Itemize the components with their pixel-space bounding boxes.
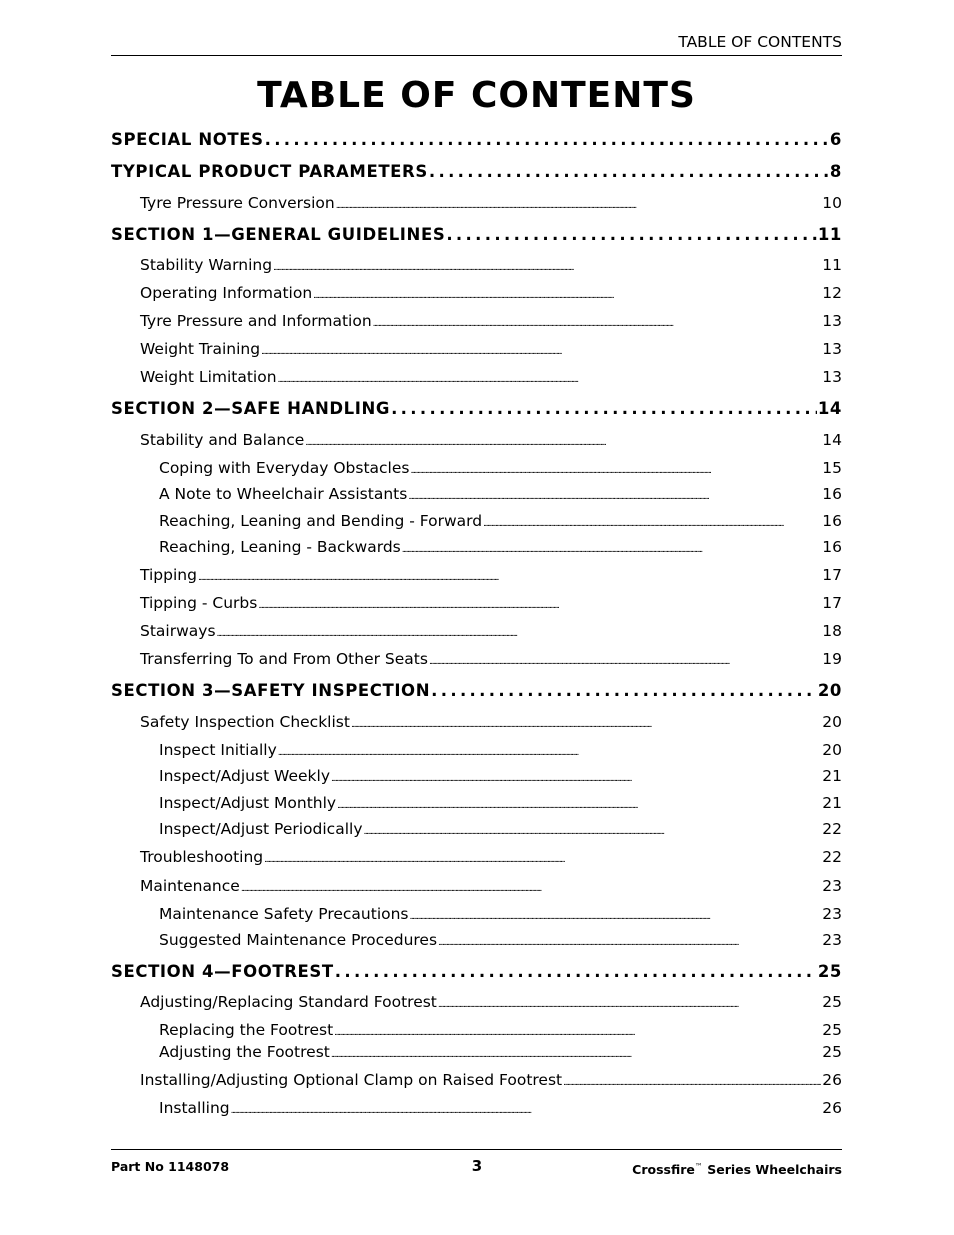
toc-entry-page: 23 [822,877,842,895]
header-rule [111,55,842,56]
toc-entry-title: Inspect/Adjust Monthly [159,794,337,812]
toc-entry[interactable] [159,740,842,763]
dot-leader [334,1023,821,1043]
toc-section-entry[interactable] [111,224,842,246]
dot-leader [391,398,817,420]
toc-entry-title: Stairways [140,622,216,640]
toc-entry-page: 8 [829,162,842,181]
toc-entry[interactable] [140,193,842,216]
toc-entry[interactable] [159,1020,842,1043]
dot-leader [446,224,817,246]
toc-entry-title: Reaching, Leaning - Backwards [159,538,401,556]
toc-entry-title: A Note to Wheelchair Assistants [159,485,408,503]
footer-page-number: 3 [471,1157,483,1175]
dot-leader [305,433,821,453]
toc-entry-title: Coping with Everyday Obstacles [159,459,410,477]
toc-section-entry[interactable] [111,398,842,420]
toc-entry-title: Operating Information [140,284,313,302]
footer-product-name: Crossfire [632,1162,695,1178]
dot-leader [241,879,821,899]
toc-entry[interactable] [140,1070,842,1093]
toc-entry-title: Maintenance [140,877,240,895]
toc-entry-title: Tipping [140,566,197,584]
dot-leader [408,487,821,507]
toc-entry[interactable] [140,593,842,616]
dot-leader [265,129,829,151]
dot-leader [231,1101,822,1121]
toc-entry-title: Inspect/Adjust Weekly [159,767,330,785]
dot-leader [483,514,821,534]
toc-entry-title: Installing [159,1099,230,1117]
dot-leader [198,568,821,588]
toc-entry-page: 16 [822,485,842,503]
toc-entry-title: Stability and Balance [140,431,305,449]
toc-entry-page: 23 [822,905,842,923]
dot-leader [313,286,821,306]
toc-entry[interactable] [140,712,842,735]
dot-leader [273,258,821,278]
toc-entry-page: 23 [822,931,842,949]
toc-entry-page: 20 [817,681,842,700]
page-title: TABLE OF CONTENTS [257,75,696,116]
dot-leader [410,461,821,481]
footer-rule [111,1149,842,1150]
toc-entry-page: 20 [822,741,842,759]
toc-section-entry[interactable] [111,161,842,183]
trademark-symbol: ™ [694,1162,703,1171]
toc-entry[interactable] [140,876,842,899]
toc-entry[interactable] [140,992,842,1015]
toc-entry-title: Reaching, Leaning and Bending - Forward [159,512,483,530]
toc-entry-page: 11 [817,225,842,244]
toc-entry-page: 25 [817,962,842,981]
dot-leader [402,540,822,560]
toc-section-entry[interactable] [111,680,842,702]
toc-entry-page: 13 [822,368,842,386]
toc-entry[interactable] [159,904,842,927]
dot-leader [278,743,822,763]
toc-entry-page: 6 [829,130,842,149]
toc-entry-title: Inspect/Adjust Periodically [159,820,363,838]
dot-leader [331,1045,821,1065]
toc-entry-page: 12 [822,284,842,302]
toc-entry-title: Inspect Initially [159,741,277,759]
toc-entry-page: 17 [822,594,842,612]
toc-entry[interactable] [159,537,842,560]
dot-leader [351,715,821,735]
toc-entry-title: Tyre Pressure and Information [140,312,372,330]
toc-entry[interactable] [140,311,842,334]
toc-entry[interactable] [159,766,842,789]
toc-entry-title: Maintenance Safety Precautions [159,905,409,923]
toc-entry-page: 25 [822,1021,842,1039]
toc-section-entry[interactable] [111,129,842,151]
toc-entry-title: Troubleshooting [140,848,264,866]
toc-entry[interactable] [159,511,842,534]
toc-entry[interactable] [159,1042,842,1065]
toc-entry[interactable] [140,367,842,390]
toc-entry-page: 26 [822,1099,842,1117]
toc-entry-title: Weight Training [140,340,261,358]
toc-entry-page: 16 [822,538,842,556]
dot-leader [217,624,822,644]
toc-entry-title: Suggested Maintenance Procedures [159,931,438,949]
toc-entry-page: 16 [822,512,842,530]
dot-leader [563,1073,821,1093]
toc-entry[interactable] [140,255,842,278]
toc-entry[interactable] [140,283,842,306]
toc-entry-page: 13 [822,312,842,330]
toc-entry[interactable] [140,649,842,672]
toc-entry-title: TYPICAL PRODUCT PARAMETERS [111,162,428,181]
toc-entry[interactable] [140,339,842,362]
toc-entry-title: Tipping - Curbs [140,594,258,612]
dot-leader [429,161,829,183]
toc-entry-title: Transferring To and From Other Seats [140,650,428,668]
toc-entry-page: 13 [822,340,842,358]
toc-entry[interactable] [159,458,842,481]
toc-entry-page: 25 [822,1043,842,1061]
toc-entry[interactable] [140,847,842,870]
dot-leader [336,196,822,216]
toc-entry-title: Adjusting the Footrest [159,1043,330,1061]
toc-entry-page: 14 [817,399,842,418]
toc-entry-page: 19 [822,650,842,668]
dot-leader [410,907,822,927]
toc-entry-title: SECTION 1—GENERAL GUIDELINES [111,225,446,244]
footer-product [632,1158,842,1179]
toc-entry-page: 21 [822,794,842,812]
toc-entry-page: 15 [822,459,842,477]
footer-product-suffix: Series Wheelchairs [707,1162,842,1178]
toc-entry[interactable] [159,793,842,816]
toc-entry-page: 22 [822,848,842,866]
toc-entry-title: Safety Inspection Checklist [140,713,350,731]
toc-entry-page: 21 [822,767,842,785]
toc-entry-page: 17 [822,566,842,584]
running-header: TABLE OF CONTENTS [678,33,842,51]
toc-entry[interactable] [159,930,842,953]
toc-entry-page: 10 [822,194,842,212]
toc-entry[interactable] [159,819,842,842]
dot-leader [373,314,822,334]
toc-entry[interactable] [159,1098,842,1121]
dot-leader [264,850,821,870]
toc-entry-page: 14 [822,431,842,449]
dot-leader [278,370,822,390]
dot-leader [364,822,822,842]
toc-entry[interactable] [140,565,842,588]
dot-leader [337,796,821,816]
toc-entry-title: SECTION 2—SAFE HANDLING [111,399,391,418]
dot-leader [431,680,817,702]
toc-section-entry[interactable] [111,961,842,983]
toc-entry-title: Stability Warning [140,256,273,274]
dot-leader [331,769,821,789]
toc-entry-title: Replacing the Footrest [159,1021,334,1039]
toc-entry-page: 20 [822,713,842,731]
toc-entry-page: 18 [822,622,842,640]
toc-entry-title: Weight Limitation [140,368,277,386]
dot-leader [261,342,821,362]
toc-entry[interactable] [159,484,842,507]
toc-entry-page: 26 [822,1071,842,1089]
toc-entry-page: 22 [822,820,842,838]
toc-entry-title: SECTION 4—FOOTREST [111,962,334,981]
dot-leader [335,961,817,983]
toc-entry-title: Adjusting/Replacing Standard Footrest [140,993,437,1011]
toc-entry[interactable] [140,430,842,453]
toc-entry-title: SPECIAL NOTES [111,130,264,149]
dot-leader [438,995,821,1015]
toc-entry-page: 11 [822,256,842,274]
toc-entry-page: 25 [822,993,842,1011]
toc-entry-title: Installing/Adjusting Optional Clamp on Raised Footrest [140,1071,563,1089]
dot-leader [429,652,821,672]
toc-entry[interactable] [140,621,842,644]
footer-part-number: Part No 1148078 [111,1159,230,1174]
toc-entry-title: Tyre Pressure Conversion [140,194,335,212]
dot-leader [438,933,821,953]
dot-leader [258,596,821,616]
toc-entry-title: SECTION 3—SAFETY INSPECTION [111,681,431,700]
